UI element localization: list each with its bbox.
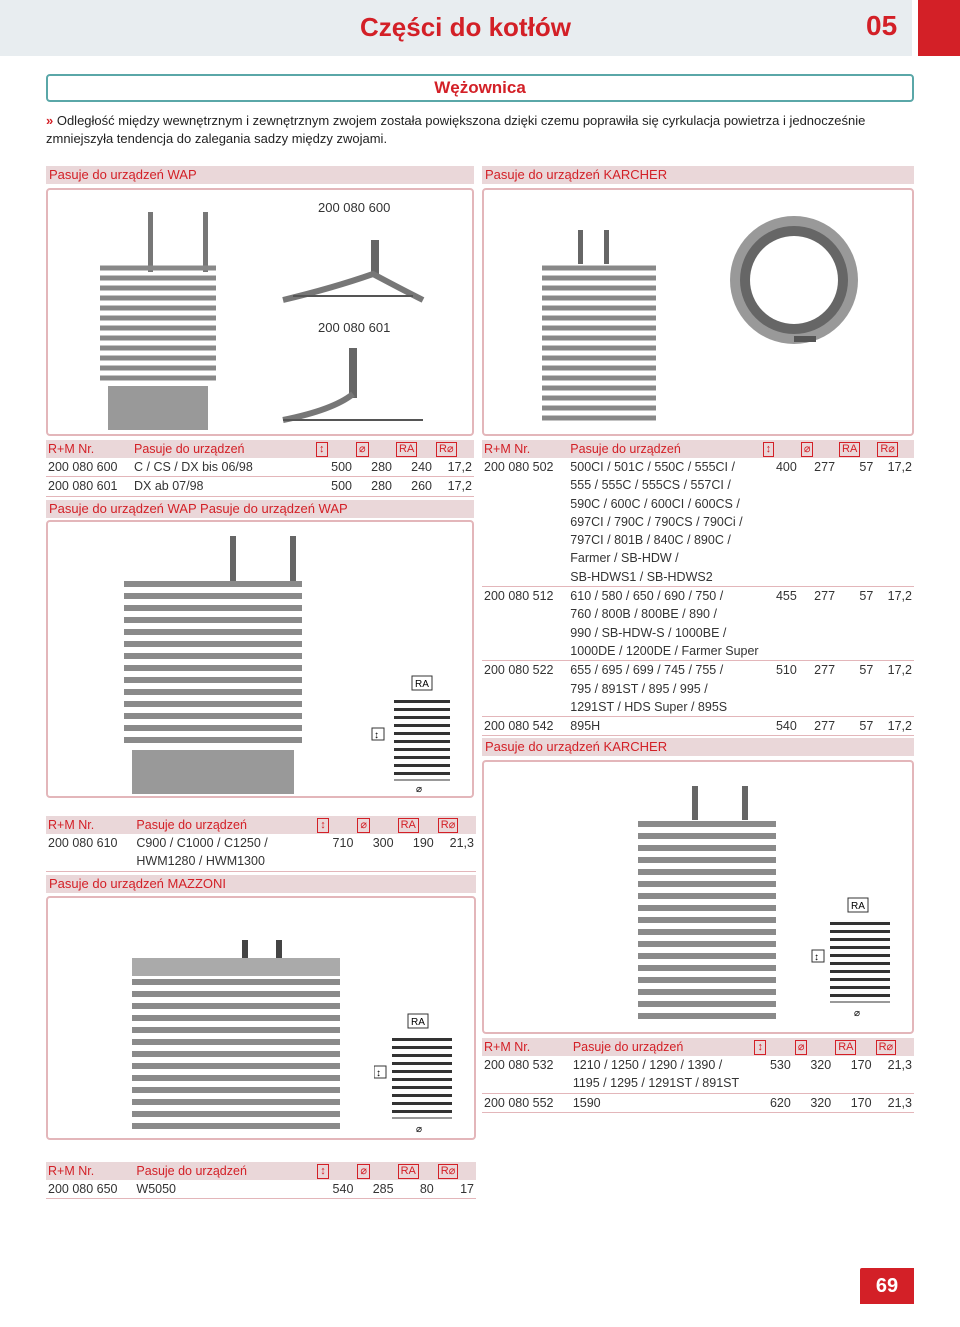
mazzoni-image-box (46, 896, 476, 1140)
coil-image (534, 228, 664, 433)
coil-image (118, 534, 308, 796)
table-row: 200 080 610 C900 / C1000 / C1250 / HWM1280 / HWM1300 710 300 190 21,3 (46, 834, 476, 871)
table-row: 200 080 600 C / CS / DX bis 06/98 500 280 240 17,2 (46, 458, 474, 477)
page-number: 69 (860, 1268, 914, 1304)
intro-text: » Odległość między wewnętrznym i zewnętrznym zwojem została powiększona dzięki czemu poprawiła się cyrkulacja powietrza i jednocześnie zmniejszyła tendencja do zalegania sadzy między zwojami. (46, 113, 866, 146)
dimension-diagram (368, 672, 468, 798)
table-row: 200 080 502 500CI / 501C / 550C / 555CI / 555 / 555C / 555CS / 557CI / 590C / 600C / 600CI / 600CS / 697CI / 790C / 790CS / 790Ci / 797CI / 801B / 840C / 890C / Farmer / SB-HDW / SB-HDWS1 / SB-HDWS2 400 277 57 17,2 (482, 458, 914, 587)
coil-image (126, 938, 346, 1138)
wap-wap-section-bar: Pasuje do urządzeń WAP Pasuje do urządzeń WAP (46, 500, 474, 518)
table-row: 200 080 512 610 / 580 / 650 / 690 / 750 / 760 / 800B / 800BE / 890 / 990 / SB-HDW-S / 1000BE / 1000DE / 1200DE / Farmer Super 455 277 57 17,2 (482, 587, 914, 661)
wap-table-2 (46, 816, 476, 872)
part-label-601: 200 080 601 (318, 320, 391, 335)
chapter-number: 05 (866, 10, 898, 41)
table-header: R+M Nr. Pasuje do urządzeń ↕ ⌀ RA R⌀ (482, 1038, 914, 1056)
ra-symbol: RA (396, 442, 417, 457)
table-row: 200 080 522 655 / 695 / 699 / 745 / 755 / 795 / 891ST / 895 / 995 / 1291ST / HDS Super / 895S 510 277 57 17,2 (482, 661, 914, 717)
svg-text:⌀: ⌀ (416, 784, 423, 795)
karcher-image-box (482, 188, 914, 436)
header-accent (918, 0, 960, 56)
karcher-section-bar: Pasuje do urządzeń KARCHER (482, 166, 914, 184)
svg-text:⌀: ⌀ (854, 1008, 861, 1019)
karcher-image-box-2 (482, 760, 914, 1034)
mazzoni-section-bar: Pasuje do urządzeń MAZZONI (46, 875, 476, 893)
table-row: 200 080 650 W5050 540 285 80 17 (46, 1180, 476, 1199)
table-header: R+M Nr. Pasuje do urządzeń ↕ ⌀ RA R⌀ (482, 440, 914, 458)
table-row: 200 080 542 895H 540 277 57 17,2 (482, 717, 914, 736)
wap-image-box-2 (46, 520, 474, 798)
height-symbol: ↕ (316, 442, 328, 457)
coil-top-view (724, 210, 864, 350)
svg-text:↕: ↕ (376, 1068, 381, 1079)
wap-table (46, 440, 474, 497)
table-row: 200 080 601 DX ab 07/98 500 280 260 17,2 (46, 477, 474, 496)
karcher-table (482, 440, 914, 736)
dimension-diagram (374, 1010, 474, 1138)
connector-image (273, 344, 433, 424)
karcher-section-bar-2: Pasuje do urządzeń KARCHER (482, 738, 914, 756)
part-label-600: 200 080 600 (318, 200, 391, 215)
connector-image (273, 230, 433, 310)
svg-text:RA: RA (851, 901, 865, 912)
table-row: 200 080 532 1210 / 1250 / 1290 / 1390 / 1195 / 1295 / 1291ST / 891ST 530 320 170 21,3 (482, 1056, 914, 1093)
rd-symbol: R⌀ (436, 442, 457, 457)
svg-text:⌀: ⌀ (416, 1124, 423, 1135)
table-row: 200 080 552 1590 620 320 170 21,3 (482, 1093, 914, 1112)
col-fit: Pasuje do urządzeń (134, 442, 245, 456)
table-header: R+M Nr. Pasuje do urządzeń ↕ ⌀ RA R⌀ (46, 816, 476, 834)
svg-text:↕: ↕ (374, 730, 379, 741)
wap-section-bar: Pasuje do urządzeń WAP (46, 166, 474, 184)
svg-text:RA: RA (415, 679, 429, 690)
karcher-table-2 (482, 1038, 914, 1113)
page-title: Części do kotłów (360, 12, 571, 42)
section-title: Wężownica (46, 74, 914, 102)
table-header (46, 440, 474, 458)
wap-image-box (46, 188, 474, 436)
svg-text:↕: ↕ (814, 952, 819, 963)
table-header: R+M Nr. Pasuje do urządzeń ↕ ⌀ RA R⌀ (46, 1162, 476, 1180)
diameter-symbol: ⌀ (356, 442, 369, 457)
coil-image (632, 784, 782, 1032)
svg-text:RA: RA (411, 1017, 425, 1028)
coil-image (88, 208, 228, 434)
col-nr: R+M Nr. (48, 442, 95, 456)
mazzoni-table (46, 1162, 476, 1199)
dimension-diagram (810, 894, 910, 1020)
